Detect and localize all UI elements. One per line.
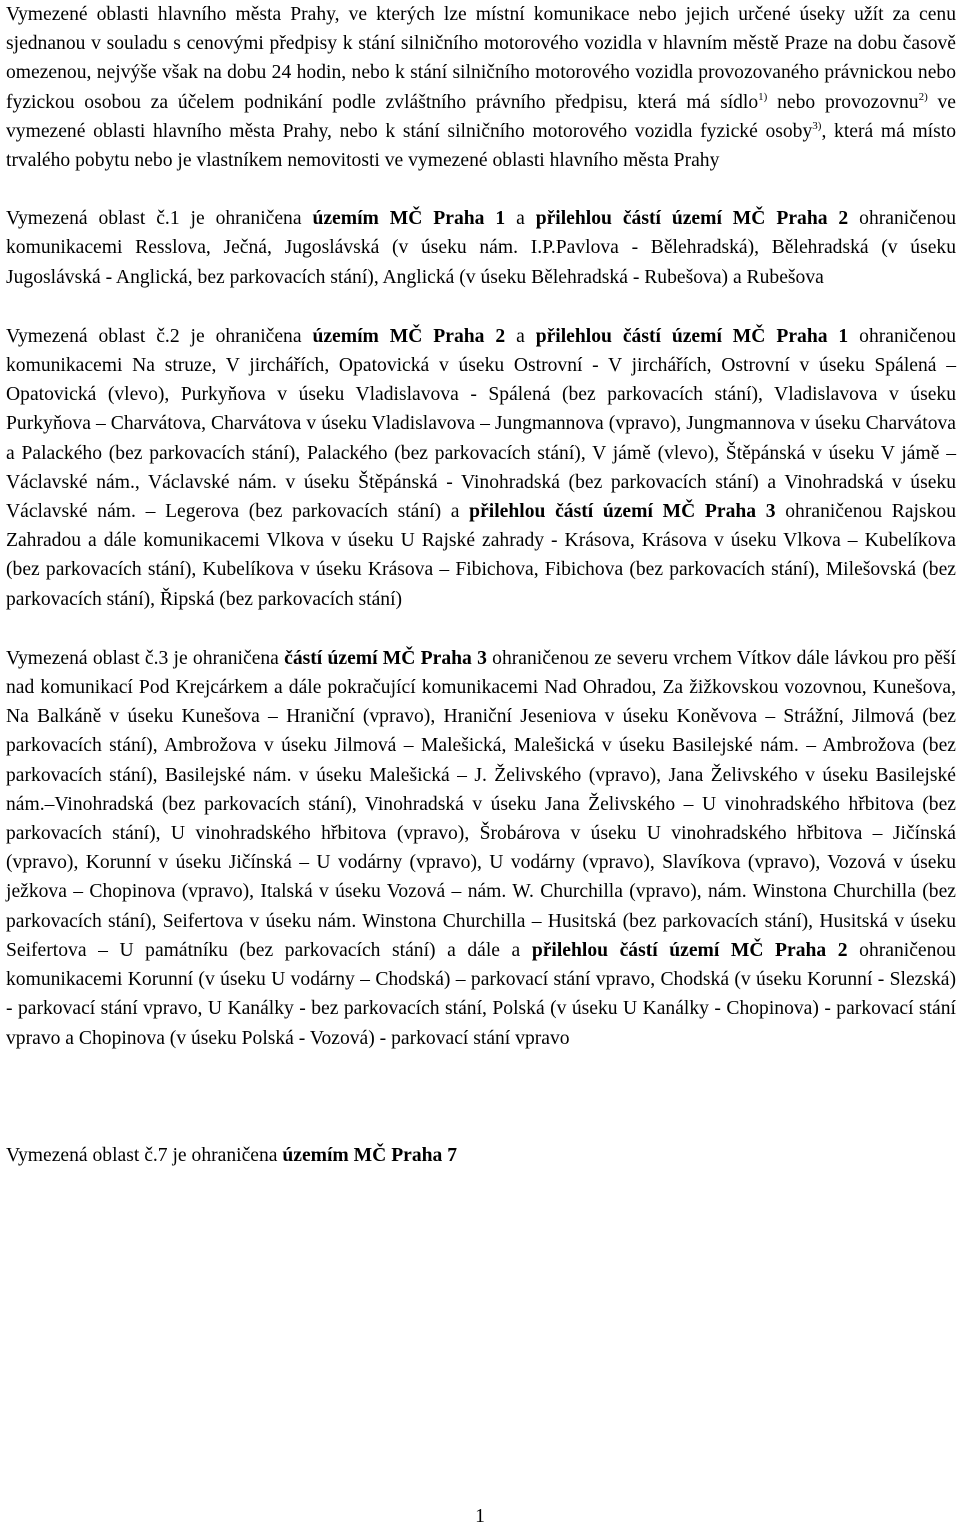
page-number: 1 [475,1506,485,1527]
footnote-ref-3: 3) [812,119,822,132]
area-1-bold-territory: územím MČ Praha 1 [312,208,506,230]
area-2-text: ohraničenou Rajskou Zahradou a dále komunikacemi Vlkova v úseku U Rajské zahrady - Krásova, Krásova v úseku Vlkova – Kubelíkova (bez parkovacích stání), Kubelíkova v úseku Krásova – Fibichova, Fibichova (bez parkovacích stání), Milešovská (bez parkovacích stání), Řipská (bez parkovacích stání) [6,501,956,610]
area-3-bold-territory: částí území MČ Praha 3 [284,647,487,669]
area-3-text: ohraničenou ze severu vrchem Vítkov dále lávkou pro pěší nad komunikací Pod Krejcárkem a dále pokračující komunikacemi Nad Ohradou, Za žižkovskou vozovnou, Kunešova, Na Balkáně v úseku Kunešova – Hraniční (vpravo), Hraniční Jeseniova v úseku Koněvova – Strážní, Jilmová (bez parkovacích stání), Ambrožova v úseku Jilmová – Malešická, Malešická v úseku Basilejské nám. – Ambrožova (bez parkovacích stání), Basilejské nám. v úseku Malešická – J. Želivského (vpravo), Jana Želivského v úseku Basilejské nám.–Vinohradská (bez parkovacích stání), Vinohradská v úseku Jana Želivského – U vinohradského hřbitova (bez parkovacích stání), U vinohradského hřbitova (vpravo), Šrobárova v úseku U vinohradského hřbitova – Jičínská (vpravo), Korunní v úseku Jičínská – U vodárny (vpravo), U vodárny (vpravo), Slavíkova (vpravo), Vozová v úseku ježkova – Chopinova (vpravo), Italská v úseku Vozová – nám. W. Churchilla (vpravo), nám. Winstona Churchilla (bez parkovacích stání), Seifertova v úseku nám. Winstona Churchilla – Husitská (bez parkovacích stání), Husitská v úseku Seifertova – U památníku (bez parkovacích stání) a dále a [6,647,956,961]
intro-paragraph [6,0,956,175]
area-2-bold-territory: územím MČ Praha 2 [312,325,506,347]
area-1-text: a [505,208,536,230]
area-1-text: ohraničenou komunikacemi Resslova, Ječná, Jugoslávská (v úseku nám. I.P.Pavlova - Bělehradská), Bělehradská (v úseku Jugoslávská - Anglická, bez parkovacích stání), Anglická (v úseku Bělehradská - Rubešova) a Rubešova [6,208,956,288]
footnote-ref-1: 1) [758,90,768,103]
area-2-bold-adjacent-2: přilehlou částí území MČ Praha 3 [469,501,776,523]
area-7-text: Vymezená oblast č.7 je ohraničena [6,1144,283,1166]
area-2-text: ohraničenou komunikacemi Na struze, V jirchářích, Opatovická v úseku Ostrovní - V jirchářích, Ostrovní v úseku Spálená – Opatovická (vlevo), Purkyňova v úseku Vladislavova - Spálená (bez parkovacích stání), Vladislavova v úseku Purkyňova – Charvátova, Charvátova v úseku Vladislavova – Jungmannova (vpravo), Jungmannova v úseku Charvátova a Palackého (bez parkovacích stání), Palackého (bez parkovacích stání), V jámě (vlevo), Štěpánská v úseku V jámě – Václavské nám., Václavské nám. v úseku Štěpánská - Vinohradská (bez parkovacích stání) a Vinohradská v úseku Václavské nám. – Legerova (bez parkovacích stání) a [6,325,956,523]
area-1-text: Vymezená oblast č.1 je ohraničena [6,208,313,230]
area-3-text: ohraničenou komunikacemi Korunní (v úseku U vodárny – Chodská) – parkovací stání vpravo, Chodská (v úseku Korunní - Slezská) - parkovací stání vpravo, U Kanálky - bez parkovacích stání, Polská (v úseku U Kanálky - Chopinova) - parkovací stání vpravo a Chopinova (v úseku Polská - Vozová) - parkovací stání vpravo [6,939,956,1049]
area-1-paragraph [6,204,956,292]
area-2-bold-adjacent: přilehlou částí území MČ Praha 1 [535,325,849,347]
area-3-text: Vymezená oblast č.3 je ohraničena [6,647,285,669]
intro-text-2: nebo provozovnu [767,91,919,113]
area-3-paragraph [6,644,956,1053]
intro-text-3: ve vymezené oblasti hlavního města Prahy, nebo k stání silničního motorového vozidla fyzické osoby [6,91,956,142]
intro-text-4: , která má místo trvalého pobytu nebo je vlastníkem nemovitosti ve vymezené oblasti hlavního města Prahy [6,120,956,172]
area-3-bold-adjacent: přilehlou částí území MČ Praha 2 [531,939,848,961]
intro-text-1: Vymezené oblasti hlavního města Prahy, ve kterých lze místní komunikace nebo jejich určené úseky užít za cenu sjednanou v souladu s cenovými předpisy k stání silničního motorového vozidla v hlavním městě Praze na dobu časově omezenou, nejvýše však na dobu 24 hodin, nebo k stání silničního motorového vozidla provozovaného právnickou nebo fyzickou osobou za účelem podnikání podle zvláštního právního předpisu, která má sídlo [6,4,956,113]
area-7-paragraph [6,1141,956,1170]
area-2-paragraph [6,322,956,614]
area-7-bold-territory: územím MČ Praha 7 [282,1144,458,1166]
area-2-text: a [505,325,536,347]
document-page [6,0,956,1170]
area-2-text: Vymezená oblast č.2 je ohraničena [6,325,313,347]
area-1-bold-adjacent: přilehlou částí území MČ Praha 2 [535,208,849,230]
footnote-ref-2: 2) [918,90,928,103]
